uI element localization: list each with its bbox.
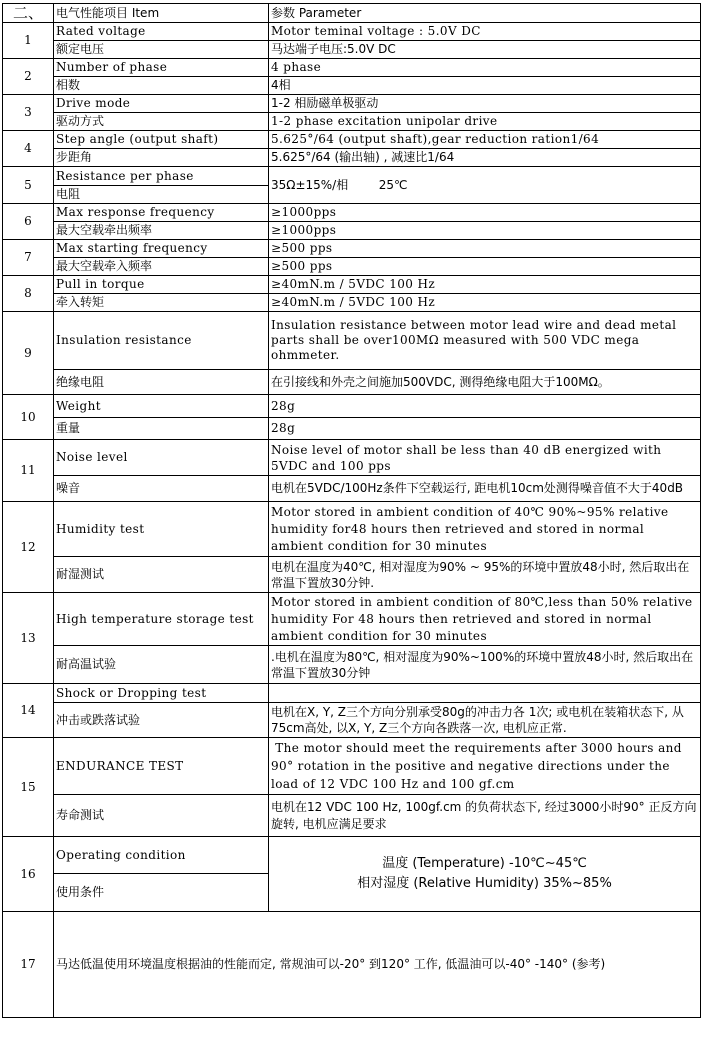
row-number: 14 [3,684,54,738]
table-row [3,167,701,186]
item-en: High temperature storage test [54,593,269,646]
item-en: ENDURANCE TEST [54,738,269,795]
value-cn: 电机在5VDC/100Hz条件下空载运行, 距电机10cm处测得噪音值不大于40dB [269,476,701,502]
item-en: Max starting frequency [54,240,269,258]
item-en: Operating condition [54,837,269,874]
table-row [3,95,701,113]
item-en: Resistance per phase [54,167,269,186]
item-cn: 耐高温试验 [54,646,269,684]
table-row [3,684,701,703]
row-number: 5 [3,167,54,204]
item-en: Noise level [54,440,269,476]
item-en: Pull in torque [54,276,269,294]
value-en: Noise level of motor shall be less than 40 dB energized with 5VDC and 100 pps [269,440,701,476]
value-en: Motor teminal voltage : 5.0V DC [269,23,701,41]
table-row [3,440,701,476]
value-en: ≥500 pps [269,240,701,258]
row-number: 11 [3,440,54,502]
humidity-range: 相对湿度 (Relative Humidity) 35%~85% [357,876,612,891]
item-cn: 额定电压 [54,41,269,59]
row-number: 7 [3,240,54,276]
value-en: 5.625°/64 (output shaft),gear reduction ration1/64 [269,131,701,149]
item-cn: 噪音 [54,476,269,502]
row-number: 6 [3,204,54,240]
value-cn: ≥500 pps [269,258,701,276]
item-cn: 驱动方式 [54,113,269,131]
value-en: 4 phase [269,59,701,77]
table-row [3,703,701,738]
item-en: Weight [54,395,269,418]
value-en: 1-2 相励磁单极驱动 [269,95,701,113]
row-number: 2 [3,59,54,95]
value-cn: 马达端子电压:5.0V DC [269,41,701,59]
value-cn: 5.625°/64 (输出轴) , 减速比1/64 [269,149,701,167]
table-row [3,312,701,370]
item-en: Max response frequency [54,204,269,222]
table-row [3,294,701,312]
value-cn: 4相 [269,77,701,95]
row-number: 17 [3,912,54,1018]
spec-table [2,3,701,1018]
value-cn: 在引接线和外壳之间施加500VDC, 测得绝缘电阻大于100MΩ。 [269,370,701,395]
value-en: Motor stored in ambient condition of 80℃,less than 50% relative humidity For 48 hours then retrieved and stored in normal ambient condition for 30 minutes [269,593,701,646]
value-en: Insulation resistance between motor lead wire and dead metal parts shall be over100MΩ measured with 500 VDC mega ohmmeter. [269,312,701,370]
row-number: 3 [3,95,54,131]
row-number: 16 [3,837,54,912]
item-en: Drive mode [54,95,269,113]
item-en: Humidity test [54,502,269,557]
table-row [3,912,701,1018]
row-number: 12 [3,502,54,593]
row-number: 13 [3,593,54,684]
item-cn: 牵入转矩 [54,294,269,312]
value-cn: 电机在温度为40℃, 相对湿度为90% ~ 95%的环境中置放48小时, 然后取出在常温下置放30分钟. [269,557,701,593]
table-row [3,395,701,418]
item-cn: 寿命测试 [54,795,269,837]
value-cn: ≥40mN.m / 5VDC 100 Hz [269,294,701,312]
header-item: 电气性能项目 Item [54,4,269,23]
table-row [3,23,701,41]
value-en: ≥1000pps [269,204,701,222]
header-no: 二、 [3,4,54,23]
row-number: 9 [3,312,54,395]
table-row [3,837,701,874]
item-cn: 最大空载牵入频率 [54,258,269,276]
row-number: 15 [3,738,54,837]
header-row [3,4,701,23]
item-cn: 电阻 [54,186,269,204]
low-temperature-note: 马达低温使用环境温度根据油的性能而定, 常规油可以-20° 到120° 工作, 低温油可以-40° -140° (参考) [54,912,701,1018]
table-row [3,41,701,59]
table-row [3,77,701,95]
table-row [3,738,701,795]
row-number: 10 [3,395,54,440]
value-cn: 电机在X, Y, Z三个方向分别承受80g的冲击力各 1次; 或电机在装箱状态下, 从75cm高处, 以X, Y, Z三个方向各跌落一次, 电机应正常. [269,703,701,738]
table-row [3,557,701,593]
operating-condition-value [269,837,701,912]
table-row [3,502,701,557]
value-en: 28g [269,395,701,418]
item-cn: 使用条件 [54,874,269,912]
table-row [3,276,701,294]
table-row [3,113,701,131]
table-row [3,258,701,276]
table-row [3,222,701,240]
item-cn: 冲击或跌落试验 [54,703,269,738]
table-row [3,418,701,440]
table-row [3,204,701,222]
table-row [3,646,701,684]
table-row [3,240,701,258]
value-en: Motor stored in ambient condition of 40℃ 90%~95% relative humidity for48 hours then retrieved and stored in normal ambient condition for 30 minutes [269,502,701,557]
value-cn: ≥1000pps [269,222,701,240]
value-en: ≥40mN.m / 5VDC 100 Hz [269,276,701,294]
table-row [3,59,701,77]
value-en [269,684,701,703]
table-row [3,593,701,646]
item-cn: 重量 [54,418,269,440]
value-cn: 电机在12 VDC 100 Hz, 100gf.cm 的负荷状态下, 经过3000小时90° 正反方向旋转, 电机应满足要求 [269,795,701,837]
value-en: The motor should meet the requirements after 3000 hours and 90° rotation in the positive and negative directions under the load of 12 VDC 100 Hz and 100 gf.cm [269,738,701,795]
value-cn: .电机在温度为80℃, 相对湿度为90%~100%的环境中置放48小时, 然后取出在常温下置放30分钟 [269,646,701,684]
item-en: Rated voltage [54,23,269,41]
item-en: Number of phase [54,59,269,77]
item-cn: 相数 [54,77,269,95]
value-cn: 28g [269,418,701,440]
row-number: 4 [3,131,54,167]
item-en: Shock or Dropping test [54,684,269,703]
value-cn: 1-2 phase excitation unipolar drive [269,113,701,131]
item-en: Insulation resistance [54,312,269,370]
header-value: 参数 Parameter [269,4,701,23]
item-cn: 绝缘电阻 [54,370,269,395]
item-cn: 耐湿测试 [54,557,269,593]
temperature-range: 温度 (Temperature) -10℃~45℃ [382,856,587,871]
table-row [3,149,701,167]
item-cn: 最大空载牵出频率 [54,222,269,240]
table-row [3,476,701,502]
table-row [3,370,701,395]
table-row [3,131,701,149]
item-en: Step angle (output shaft) [54,131,269,149]
item-cn: 步距角 [54,149,269,167]
row-number: 8 [3,276,54,312]
value: 35Ω±15%/相 25℃ [269,167,701,204]
row-number: 1 [3,23,54,59]
table-row [3,795,701,837]
